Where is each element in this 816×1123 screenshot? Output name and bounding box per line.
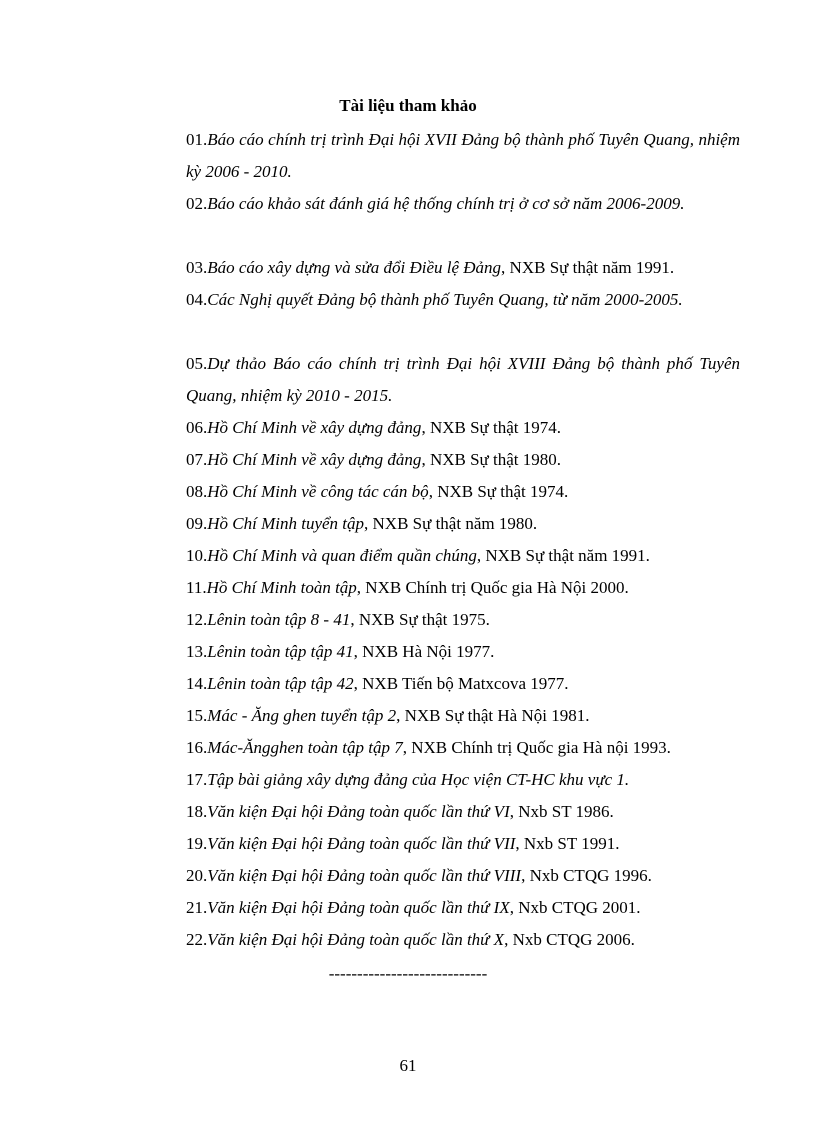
reference-number: 02. — [186, 194, 208, 213]
reference-publisher: , NXB Sự thật 1974. — [428, 482, 569, 501]
reference-number: 14. — [186, 674, 208, 693]
reference-number: 05. — [186, 354, 208, 373]
reference-number: 16. — [186, 738, 208, 757]
reference-publisher: , NXB Sự thật 1975. — [350, 610, 490, 629]
section-divider: ---------------------------- — [328, 964, 488, 983]
reference-item — [136, 412, 740, 444]
reference-item — [136, 860, 740, 892]
reference-publisher: , Nxb ST 1991. — [515, 834, 620, 853]
reference-number: 11. — [186, 578, 207, 597]
reference-publisher: , NXB Tiến bộ Matxcova 1977. — [353, 674, 569, 693]
reference-item — [136, 828, 740, 860]
reference-item — [136, 668, 740, 700]
reference-title: Văn kiện Đại hội Đảng toàn quốc lần thứ VI — [207, 802, 510, 821]
reference-number: 22. — [186, 930, 208, 949]
reference-publisher: , NXB Chính trị Quốc gia Hà nội 1993. — [402, 738, 671, 757]
reference-title: Hồ Chí Minh về xây dựng đảng — [207, 418, 422, 437]
reference-item — [136, 700, 740, 732]
reference-title: Hồ Chí Minh về công tác cán bộ — [207, 482, 429, 501]
reference-title: Lênin toàn tập 8 - 41 — [207, 610, 351, 629]
reference-publisher: , Nxb CTQG 1996. — [521, 866, 652, 885]
reference-number: 13. — [186, 642, 208, 661]
reference-item — [136, 540, 740, 572]
reference-number: 10. — [186, 546, 208, 565]
reference-number: 17. — [186, 770, 208, 789]
reference-item — [136, 924, 740, 956]
page-number: 61 — [399, 1056, 417, 1075]
reference-item — [136, 348, 740, 412]
reference-publisher: , NXB Chính trị Quốc gia Hà Nội 2000. — [356, 578, 629, 597]
reference-title: Báo cáo xây dựng và sửa đổi Điều lệ Đảng — [207, 258, 502, 277]
reference-publisher: , Nxb CTQG 2006. — [504, 930, 635, 949]
reference-publisher: , NXB Sự thật Hà Nội 1981. — [396, 706, 590, 725]
reference-title: Các Nghị quyết Đảng bộ thành phố Tuyên Quang, từ năm 2000-2005. — [207, 290, 683, 309]
reference-publisher: , NXB Sự thật năm 1980. — [364, 514, 538, 533]
reference-title: Lênin toàn tập tập 41 — [207, 642, 354, 661]
reference-number: 06. — [186, 418, 208, 437]
reference-item — [136, 284, 740, 316]
reference-title: Tập bài giảng xây dựng đảng của Học viện CT-HC khu vực 1. — [207, 770, 630, 789]
reference-number: 21. — [186, 898, 208, 917]
reference-number: 12. — [186, 610, 208, 629]
reference-title: Báo cáo khảo sát đánh giá hệ thống chính trị ở cơ sở năm 2006-2009. — [207, 194, 685, 213]
reference-title: Văn kiện Đại hội Đảng toàn quốc lần thứ VIII — [207, 866, 522, 885]
reference-title: Hồ Chí Minh và quan điểm quần chúng — [207, 546, 477, 565]
reference-publisher: , NXB Sự thật 1980. — [421, 450, 561, 469]
reference-number: 19. — [186, 834, 208, 853]
reference-number: 18. — [186, 802, 208, 821]
reference-number: 09. — [186, 514, 208, 533]
reference-item — [136, 604, 740, 636]
reference-item — [136, 188, 740, 220]
reference-title: Hồ Chí Minh toàn tập — [206, 578, 357, 597]
reference-number: 20. — [186, 866, 208, 885]
reference-title: Hồ Chí Minh về xây dựng đảng — [207, 450, 422, 469]
reference-title: Văn kiện Đại hội Đảng toàn quốc lần thứ VII — [207, 834, 516, 853]
reference-publisher: , NXB Sự thật năm 1991. — [501, 258, 675, 277]
reference-title: Văn kiện Đại hội Đảng toàn quốc lần thứ X — [207, 930, 505, 949]
reference-title: Văn kiện Đại hội Đảng toàn quốc lần thứ IX — [207, 898, 510, 917]
reference-title: Mác-Ăngghen toàn tập tập 7 — [207, 738, 403, 757]
reference-title: Lênin toàn tập tập 42 — [207, 674, 354, 693]
reference-item — [136, 732, 740, 764]
reference-publisher: , NXB Hà Nội 1977. — [353, 642, 495, 661]
reference-title: Hồ Chí Minh tuyển tập — [207, 514, 365, 533]
reference-number: 08. — [186, 482, 208, 501]
page-title: Tài liệu tham khảo — [339, 96, 477, 115]
reference-title: Báo cáo chính trị trình Đại hội XVII Đảng bộ thành phố Tuyên Quang, nhiệm kỳ 2006 - 2010. — [186, 130, 740, 181]
reference-item — [136, 476, 740, 508]
reference-publisher: , Nxb CTQG 2001. — [509, 898, 641, 917]
reference-item — [136, 892, 740, 924]
reference-item — [136, 444, 740, 476]
reference-item — [136, 508, 740, 540]
reference-item — [136, 124, 740, 188]
reference-item — [136, 764, 740, 796]
reference-number: 15. — [186, 706, 208, 725]
reference-title: Mác - Ăng ghen tuyển tập 2 — [207, 706, 397, 725]
reference-title: Dự thảo Báo cáo chính trị trình Đại hội XVIII Đảng bộ thành phố Tuyên Quang, nhiệm kỳ 2010 - 2015. — [186, 354, 740, 405]
reference-number: 04. — [186, 290, 208, 309]
reference-item — [136, 252, 740, 284]
reference-item — [136, 572, 740, 604]
reference-number: 07. — [186, 450, 208, 469]
reference-item — [136, 796, 740, 828]
reference-number: 01. — [186, 130, 208, 149]
reference-number: 03. — [186, 258, 208, 277]
reference-publisher: , NXB Sự thật năm 1991. — [476, 546, 650, 565]
reference-item — [136, 636, 740, 668]
reference-publisher: , Nxb ST 1986. — [509, 802, 614, 821]
reference-publisher: , NXB Sự thật 1974. — [421, 418, 561, 437]
